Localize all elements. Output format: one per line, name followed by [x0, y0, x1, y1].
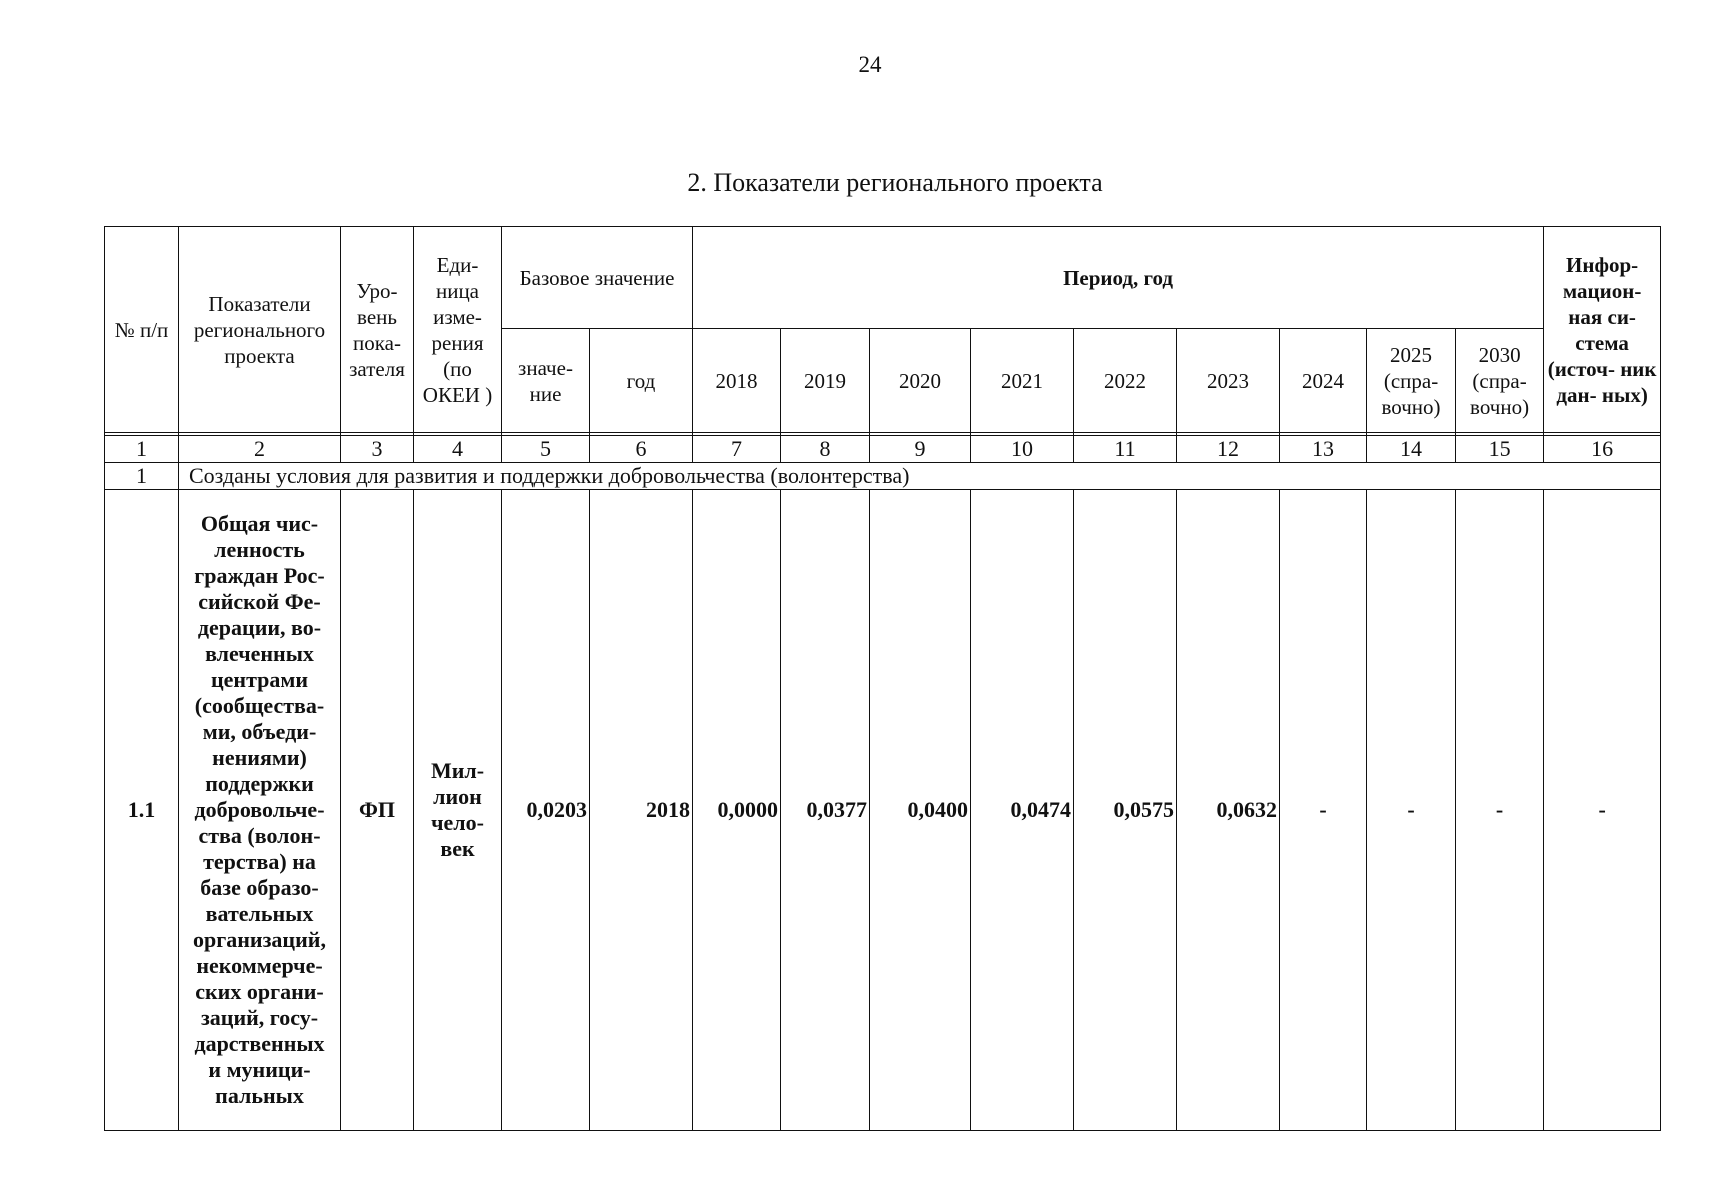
row-unit [414, 490, 502, 1131]
header-period-group: Период, год [693, 227, 1544, 329]
column-numbers-row [105, 436, 1661, 463]
row-level: ФП [341, 490, 414, 1131]
indicator-line: центрами [210, 667, 309, 692]
indicator-line: дерации, во- [197, 615, 322, 640]
header-num: № п/п [105, 227, 179, 433]
row-value-2030: - [1456, 490, 1544, 1131]
row-value-2024: - [1280, 490, 1367, 1131]
row-value-2022: 0,0575 [1074, 490, 1177, 1131]
column-number: 14 [1367, 436, 1456, 463]
header-year-2030: 2030 (спра- вочно) [1456, 329, 1544, 433]
table-row [105, 490, 1661, 1131]
header-year: 2021 [971, 329, 1074, 433]
unit-line: Мил- [430, 758, 485, 783]
row-info-system: - [1544, 490, 1661, 1131]
indicator-line: вательных [205, 901, 314, 926]
unit-line: чело- [431, 810, 484, 835]
section-row [105, 463, 1661, 490]
indicator-line: ми, объеди- [202, 719, 317, 744]
header-info-system: Инфор- мацион- ная си- стема (источ- ник дан- ных) [1544, 227, 1661, 433]
column-number: 11 [1074, 436, 1177, 463]
indicator-line: нениями) [212, 745, 307, 770]
indicator-line: сийской Фе- [198, 589, 321, 614]
row-base-year: 2018 [590, 490, 693, 1131]
row-num: 1.1 [105, 490, 179, 1131]
row-indicator [179, 490, 341, 1131]
indicator-line: пальных [215, 1083, 304, 1108]
column-number: 5 [502, 436, 590, 463]
column-number: 4 [414, 436, 502, 463]
indicator-line: ства (волон- [198, 823, 321, 848]
column-number: 3 [341, 436, 414, 463]
header-year: 2020 [870, 329, 971, 433]
indicator-line: терства) на [203, 849, 316, 874]
column-number: 13 [1280, 436, 1367, 463]
indicator-line: (сообщества- [194, 693, 325, 718]
column-number: 10 [971, 436, 1074, 463]
indicator-line: граждан Рос- [194, 563, 325, 588]
header-year: 2018 [693, 329, 781, 433]
row-value-2023: 0,0632 [1177, 490, 1280, 1131]
indicator-line: ских органи- [195, 979, 324, 1004]
column-number: 15 [1456, 436, 1544, 463]
header-year: 2019 [781, 329, 870, 433]
indicator-line: Общая чис- [200, 511, 319, 536]
indicator-line: базе образо- [200, 875, 319, 900]
header-base-value: значе- ние [502, 329, 590, 433]
header-year-2025: 2025 (спра- вочно) [1367, 329, 1456, 433]
unit-line: век [440, 836, 475, 861]
header-level: Уро- вень пока- зателя [341, 227, 414, 433]
column-number: 16 [1544, 436, 1661, 463]
page-number: 24 [858, 52, 882, 77]
section-num: 1 [105, 463, 179, 490]
section-text: Созданы условия для развития и поддержки добровольчества (волонтерства) [179, 463, 1661, 490]
column-number: 12 [1177, 436, 1280, 463]
column-number: 7 [693, 436, 781, 463]
header-year: 2024 [1280, 329, 1367, 433]
column-number: 8 [781, 436, 870, 463]
row-value-2019: 0,0377 [781, 490, 870, 1131]
section-title: 2. Показатели регионального проекта [687, 168, 1103, 197]
indicator-line: дарственных [194, 1031, 325, 1056]
header-year: 2023 [1177, 329, 1280, 433]
column-number: 2 [179, 436, 341, 463]
header-base-year: год [590, 329, 693, 433]
row-value-2020: 0,0400 [870, 490, 971, 1131]
column-number: 9 [870, 436, 971, 463]
row-value-2021: 0,0474 [971, 490, 1074, 1131]
header-indicator: Показатели регионального проекта [179, 227, 341, 433]
indicator-line: ленность [214, 537, 305, 562]
indicator-line: поддержки [205, 771, 314, 796]
row-value-2025: - [1367, 490, 1456, 1131]
header-base-group: Базовое значение [502, 227, 693, 329]
indicator-line: организаций, [193, 927, 326, 952]
row-base-value: 0,0203 [502, 490, 590, 1131]
indicator-line: и муници- [208, 1057, 311, 1082]
indicator-line: добровольче- [194, 797, 325, 822]
indicators-table [104, 226, 1661, 1131]
unit-line: лион [433, 784, 482, 809]
column-number: 1 [105, 436, 179, 463]
header-year: 2022 [1074, 329, 1177, 433]
header-unit: Еди- ница изме- рения (по ОКЕИ ) [414, 227, 502, 433]
row-value-2018: 0,0000 [693, 490, 781, 1131]
indicator-line: влеченных [205, 641, 314, 666]
column-number: 6 [590, 436, 693, 463]
indicator-line: заций, госу- [200, 1005, 319, 1030]
indicator-line: некоммерче- [196, 953, 323, 978]
